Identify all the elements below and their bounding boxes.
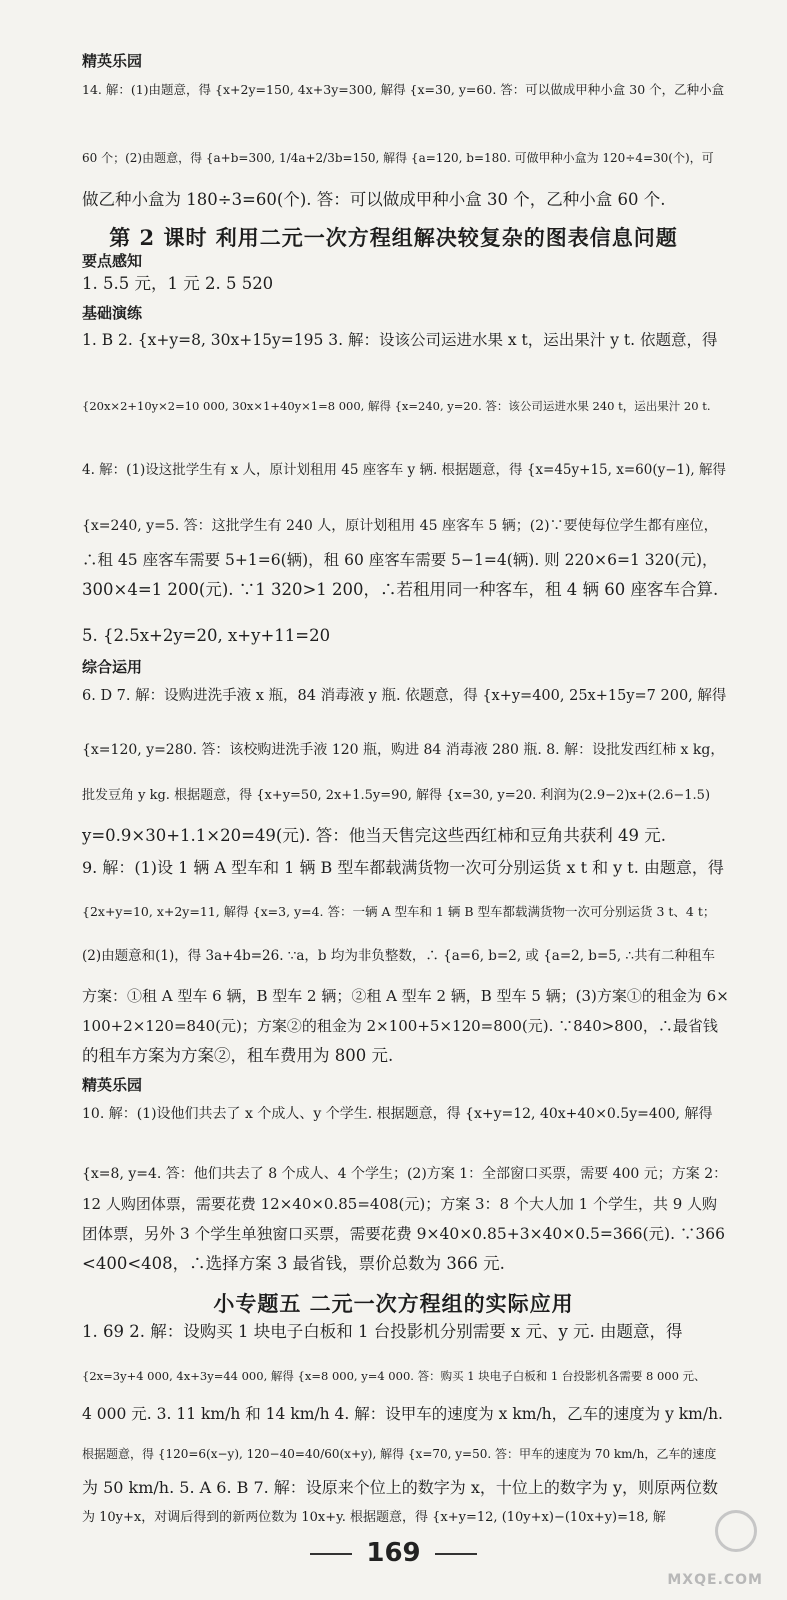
text-line: ∴租 45 座客车需要 5+1=6(辆)，租 60 座客车需要 5−1=4(辆). 则 220×6=1 320(元)， (82, 551, 718, 569)
text-line: 1. B 2. {x+y=8, 30x+15y=195 3. 解：设该公司运进水果 x t，运出果汁 y t. 依题意，得 (82, 331, 718, 349)
section-label-jichu: 基础演练 (82, 304, 143, 322)
topic-heading: 小专题五 二元一次方程组的实际应用 (213, 1291, 574, 1316)
text-line: {2x=3y+4 000, 4x+3y=44 000, 解得 {x=8 000, y=4 000. 答：购买 1 块电子白板和 1 台投影机各需要 8 000 元、 (82, 1369, 706, 1383)
text-line: 300×4=1 200(元). ∵1 320>1 200，∴若租用同一种客车，租 4 辆 60 座客车合算. (82, 580, 719, 599)
text-line: 14. 解：(1)由题意，得 {x+2y=150, 4x+3y=300, 解得 {x=30, y=60. 答：可以做成甲种小盒 30 个，乙种小盒 (82, 82, 725, 97)
text-line: 5. {2.5x+2y=20, x+y+11=20 (82, 626, 331, 645)
text-line: y=0.9×30+1.1×20=49(元). 答：他当天售完这些西红柿和豆角共获利 49 元. (82, 826, 667, 845)
lesson-heading: 第 2 课时 利用二元一次方程组解决较复杂的图表信息问题 (109, 225, 678, 250)
text-line: {x=8, y=4. 答：他们共去了 8 个成人、4 个学生；(2)方案 1：全部窗口买票，需要 400 元；方案 2： (82, 1166, 728, 1182)
text-line: 9. 解：(1)设 1 辆 A 型车和 1 辆 B 型车都载满货物一次可分别运货 x t 和 y t. 由题意，得 (82, 858, 724, 877)
text-line: 团体票，另外 3 个学生单独窗口买票，需要花费 9×40×0.85+3×40×0.5=366(元). ∵366 (82, 1225, 726, 1243)
text-line: {x=120, y=280. 答：该校购进洗手液 120 瓶，购进 84 消毒液 280 瓶. 8. 解：设批发西红柿 x kg， (82, 742, 725, 758)
text-line: 4. 解：(1)设这批学生有 x 人，原计划租用 45 座客车 y 辆. 根据题意，得 {x=45y+15, x=60(y−1), 解得 (82, 462, 726, 478)
text-line: (2)由题意和(1)，得 3a+4b=26. ∵a，b 均为非负整数，∴ {a=6, b=2, 或 {a=2, b=5, ∴共有二种租车 (82, 948, 716, 964)
page-number (0, 1538, 787, 1568)
text-line: <400<408，∴选择方案 3 最省钱，票价总数为 366 元. (82, 1254, 505, 1273)
text-line: 做乙种小盒为 180÷3=60(个). 答：可以做成甲种小盒 30 个，乙种小盒 60 个. (82, 190, 666, 209)
text-line: 为 10y+x，对调后得到的新两位数为 10x+y. 根据题意，得 {x+y=12, (10y+x)−(10x+y)=18, 解 (82, 1510, 666, 1525)
text-line: 1. 69 2. 解：设购买 1 块电子白板和 1 台投影机分别需要 x 元、y 元. 由题意，得 (82, 1322, 683, 1341)
text-line: 的租车方案为方案②，租车费用为 800 元. (82, 1046, 394, 1065)
text-line: 100+2×120=840(元)；方案②的租金为 2×100+5×120=800(元). ∵840>800，∴最省钱 (82, 1017, 718, 1035)
text-line: {x=240, y=5. 答：这批学生有 240 人，原计划租用 45 座客车 5 辆；(2)∵要使每位学生都有座位， (82, 518, 718, 534)
dash-left (310, 1553, 352, 1555)
text-line: 4 000 元. 3. 11 km/h 和 14 km/h 4. 解：设甲车的速度为 x km/h，乙车的速度为 y km/h. (82, 1405, 723, 1423)
page-number-text: 169 (366, 1538, 421, 1568)
text-line: 6. D 7. 解：设购进洗手液 x 瓶，84 消毒液 y 瓶. 依题意，得 {x+y=400, 25x+15y=7 200, 解得 (82, 688, 727, 704)
text-line: 方案：①租 A 型车 6 辆，B 型车 2 辆；②租 A 型车 2 辆，B 型车 5 辆；(3)方案①的租金为 6× (82, 987, 729, 1005)
section-label-zonghe: 综合运用 (82, 658, 143, 676)
section-label-jingying-1: 精英乐园 (82, 52, 143, 70)
text-line: 根据题意，得 {120=6(x−y), 120−40=40/60(x+y), 解得 {x=70, y=50. 答：甲车的速度为 70 km/h，乙车的速度 (82, 1447, 717, 1461)
text-line: 60 个；(2)由题意，得 {a+b=300, 1/4a+2/3b=150, 解得 {a=120, b=180. 可做甲种小盒为 120÷4=30(个)，可 (82, 151, 714, 165)
text-line: 批发豆角 y kg. 根据题意，得 {x+y=50, 2x+1.5y=90, 解得 {x=30, y=20. 利润为(2.9−2)x+(2.6−1.5) (82, 788, 711, 803)
text-line: {2x+y=10, x+2y=11, 解得 {x=3, y=4. 答：一辆 A 型车和 1 辆 B 型车都载满货物一次可分别运货 3 t、4 t； (82, 904, 716, 919)
text-line: {20x×2+10y×2=10 000, 30x×1+40y×1=8 000, 解得 {x=240, y=20. 答：该公司运进水果 240 t，运出果汁 20 t. (82, 399, 711, 413)
watermark: MXQE.COM (667, 1572, 763, 1588)
text-line: 10. 解：(1)设他们共去了 x 个成人、y 个学生. 根据题意，得 {x+y=12, 40x+40×0.5y=400, 解得 (82, 1106, 713, 1122)
watermark-logo-icon (715, 1510, 757, 1552)
text-line: 1. 5.5 元，1 元 2. 5 520 (82, 274, 274, 293)
text-line: 12 人购团体票，需要花费 12×40×0.85=408(元)；方案 3：8 个大人加 1 个学生，共 9 人购 (82, 1195, 718, 1213)
text-line: 为 50 km/h. 5. A 6. B 7. 解：设原来个位上的数字为 x，十位上的数字为 y，则原两位数 (82, 1478, 719, 1497)
section-label-yaodian: 要点感知 (82, 252, 143, 270)
dash-right (435, 1553, 477, 1555)
section-label-jingying-2: 精英乐园 (82, 1076, 143, 1094)
